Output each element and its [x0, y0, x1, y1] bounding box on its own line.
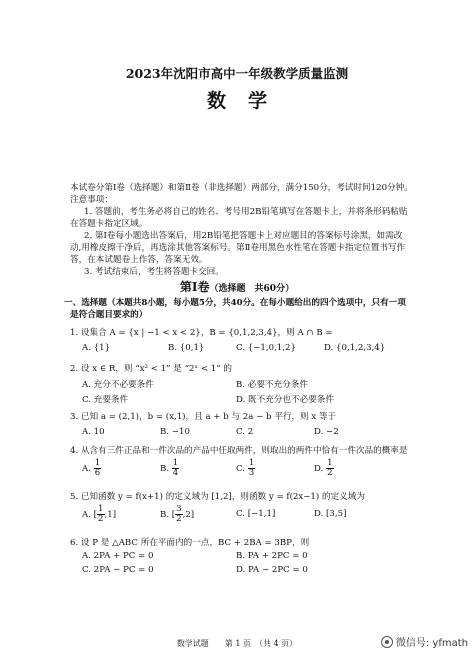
q2-option-b: B. 必要不充分条件	[236, 380, 308, 390]
q6-option-c: C. 2PA − PC = 0	[82, 565, 154, 575]
q5-a-den: 2	[98, 514, 104, 524]
q5-option-a	[82, 505, 116, 524]
q1-option-a: A. {1}	[82, 343, 111, 353]
section-heading	[0, 278, 474, 295]
page-footer: 数学试题 第 1 页 （共 4 页）	[176, 639, 298, 648]
q1-option-c: C. {−1,0,1,2}	[236, 343, 296, 353]
q4-b-label: B.	[160, 464, 170, 474]
q5-option-c: C. [−1,1]	[236, 509, 276, 519]
q2-option-d: D. 既不充分也不必要条件	[236, 395, 334, 405]
q4-a-num: 1	[94, 458, 101, 468]
subject-title: 数学	[206, 90, 289, 112]
q6-stem: 6. 设 P 是 △ABC 所在平面内的一点，BC + 2BA = 3BP，则	[70, 538, 310, 548]
q4-c-num: 1	[248, 458, 255, 468]
q4-a-fraction	[94, 459, 101, 478]
q4-d-den: 2	[327, 468, 333, 478]
wechat-logo-icon	[381, 636, 393, 648]
q5-a-tail: ,1]	[104, 510, 117, 520]
q4-d-label: D.	[314, 464, 324, 474]
section-subtitle: （选择题 共60分）	[209, 284, 295, 294]
q6-option-d: D. PA − 2PC = 0	[236, 565, 308, 575]
q5-b-den: 2	[176, 514, 182, 524]
q2-option-a: A. 充分不必要条件	[82, 380, 154, 390]
q4-stem: 4. 从含有三件正品和一件次品的产品中任取两件，则取出的两件中恰有一件次品的概率是	[70, 446, 408, 456]
intro-line: 本试卷分第Ⅰ卷（选择题）和第Ⅱ卷（非选择题）两部分，满分150分，考试时间120分钟。	[70, 183, 413, 193]
q5-stem: 5. 已知函数 y = f(x+1) 的定义域为 [1,2]，则函数 y = f(2x−1) 的定义域为	[70, 492, 365, 502]
q1-option-b: B. {0,1}	[168, 343, 205, 353]
q4-c-label: C.	[236, 464, 246, 474]
q4-c-den: 3	[248, 468, 255, 478]
notice-2a: 2. 第Ⅰ卷每小题选出答案后，用2B铅笔把答题卡上对应题目的答案标号涂黑，如需改	[84, 231, 403, 241]
exam-title: 2023年沈阳市高中一年级教学质量监测	[125, 66, 349, 81]
q4-option-d	[314, 459, 334, 478]
q2-stem: 2. 设 x ∈ R，则 “x² < 1” 是 “2ˣ < 1” 的	[70, 364, 232, 374]
q4-option-b	[160, 459, 179, 478]
q3-option-d: D. −2	[314, 427, 339, 437]
q5-option-b	[160, 505, 194, 524]
q5-b-num: 3	[176, 504, 182, 514]
part1-line1: 一、选择题（本题共8小题，每小题5分，共40分。在每小题给出的四个选项中，只有一项	[64, 298, 406, 308]
q3-option-a: A. 10	[82, 427, 105, 437]
part1-line2: 是符合题目要求的）	[70, 310, 148, 320]
q2-option-c: C. 充要条件	[82, 395, 129, 405]
q4-c-fraction	[248, 459, 255, 478]
q5-a-fraction	[97, 505, 104, 524]
notice-1b: 在答题卡指定区域。	[70, 219, 148, 229]
notice-2b: 动,用橡皮擦干净后，再选涂其他答案标号。第Ⅱ卷用黑色水性笔在答题卡指定位置书写作	[70, 243, 406, 253]
q4-d-num: 1	[327, 458, 333, 468]
notice-3: 3. 考试结束后，考生将答题卡交回。	[84, 267, 224, 277]
watermark	[381, 634, 468, 649]
q6-option-b: B. PA + 2PC = 0	[236, 551, 308, 561]
q5-option-d: D. [3,5]	[314, 509, 347, 519]
q5-b-label: B. [	[160, 510, 176, 520]
q4-b-fraction	[172, 459, 179, 478]
q5-a-num: 1	[98, 504, 104, 514]
section-title: 第Ⅰ卷	[179, 280, 210, 294]
watermark-text: 微信号: yfmath	[395, 638, 468, 649]
q4-d-fraction	[326, 459, 333, 478]
q3-option-b: B. −10	[160, 427, 190, 437]
q3-option-c: C. 2	[236, 427, 254, 437]
q4-a-label: A.	[82, 464, 91, 474]
notice-1a: 1. 答题前，考生务必将自己的姓名、考号用2B铅笔填写在答题卡上，并将条形码粘贴	[84, 207, 408, 217]
q3-stem: 3. 已知 a = (2,1)，b = (x,1)，且 a + b 与 2a − b 平行，则 x 等于	[70, 412, 337, 422]
q5-b-tail: ,2]	[182, 510, 195, 520]
q6-option-a: A. 2PA + PC = 0	[82, 551, 154, 561]
notice-title: 注意事项：	[70, 195, 113, 205]
notice-2c: 答，在本试题卷上作答，答案无效。	[70, 255, 208, 265]
q4-b-den: 4	[172, 468, 179, 478]
q4-a-den: 6	[94, 468, 101, 478]
q5-a-label: A. [	[82, 510, 98, 520]
q4-b-num: 1	[172, 458, 179, 468]
q1-stem: 1. 设集合 A = {x | −1 < x < 2}，B = {0,1,2,3,4}，则 A ∩ B =	[70, 328, 333, 338]
q1-option-d: D. {0,1,2,3,4}	[324, 343, 386, 353]
q4-option-c	[236, 459, 255, 478]
q4-option-a	[82, 459, 101, 478]
q5-b-fraction	[175, 505, 182, 524]
